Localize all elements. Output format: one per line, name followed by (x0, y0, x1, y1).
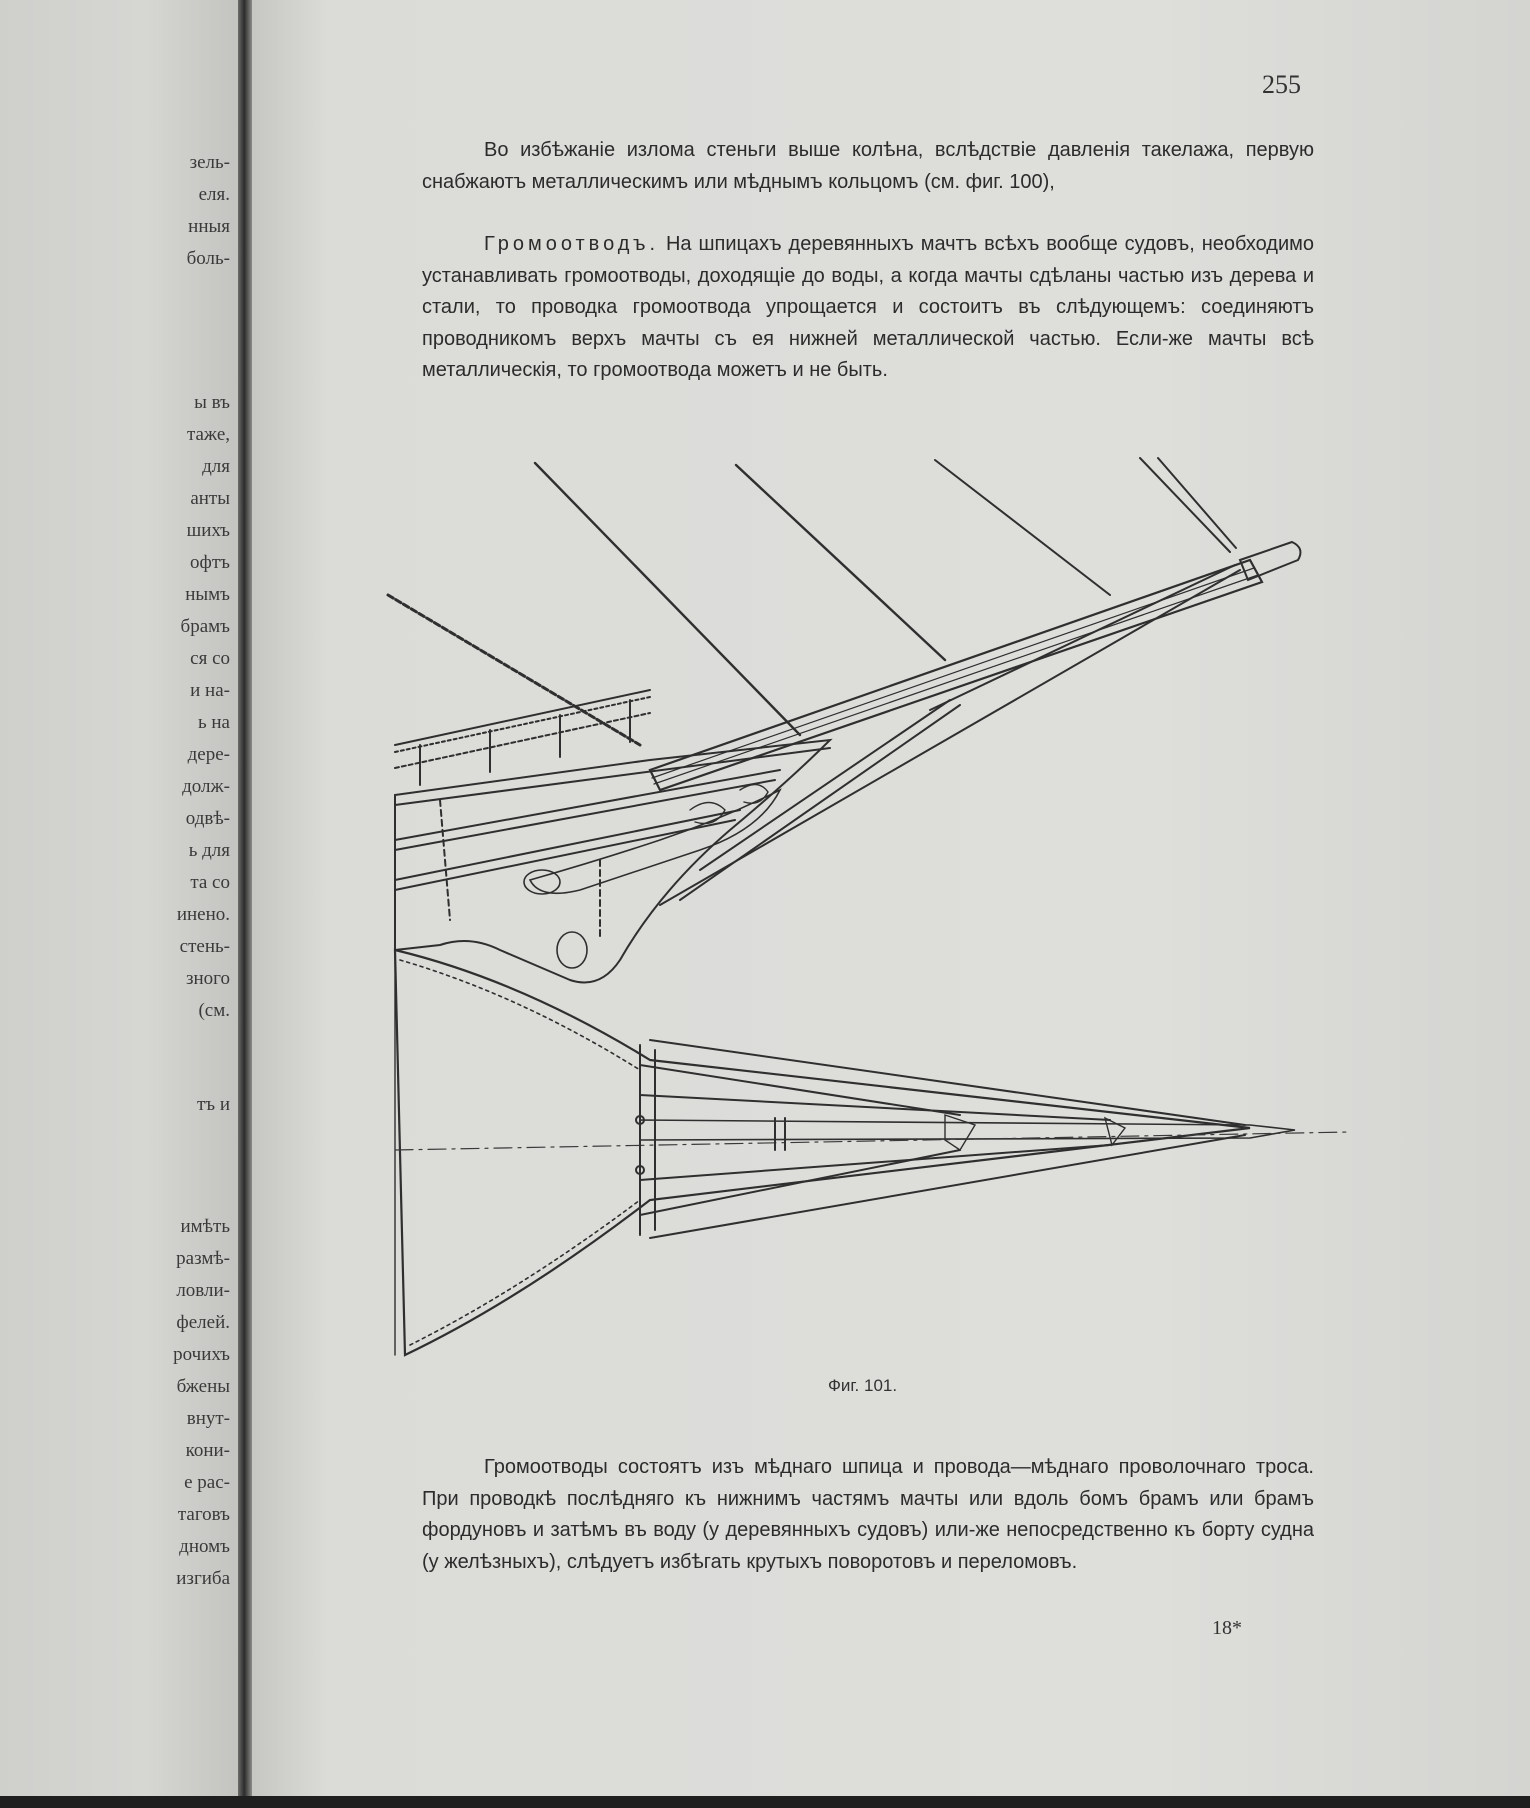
left-page-fragment: для (202, 456, 230, 477)
left-page-fragment: таговъ (177, 1504, 230, 1525)
left-page-fragment: е рас- (184, 1472, 230, 1493)
paragraph-conductor-routing (422, 1452, 1314, 1578)
left-page-fragment: (см. (198, 1000, 230, 1021)
left-page-fragment: та со (190, 872, 230, 893)
left-page-fragment: размѣ- (176, 1248, 230, 1269)
left-page-fragment: нныя (188, 216, 230, 237)
left-page-fragment: анты (190, 488, 230, 509)
paragraph-mast-ring-text: Во избѣжаніе излома стеньги выше колѣна, вслѣдствіе давленія такелажа, первую снабжаютъ металлическимъ или мѣднымъ кольцомъ (см. фиг. 100), (422, 139, 1314, 193)
left-page-fragment: одвѣ- (185, 808, 230, 829)
scan-bottom-edge (0, 1796, 1530, 1808)
left-page-fragment: ь для (188, 840, 230, 861)
left-page-fragment: ся со (190, 648, 230, 669)
left-page-fragment: внут- (186, 1408, 230, 1429)
left-page-fragment: бжены (176, 1376, 230, 1397)
left-page-fragment: ловли- (176, 1280, 230, 1301)
section-heading: Громоотводъ. (484, 233, 660, 255)
left-page-fragment: еля. (198, 184, 230, 205)
paragraph-conductor-routing-text: Громоотводы состоятъ изъ мѣднаго шпица и провода—мѣднаго проволочнаго троса. При проводкѣ послѣдняго къ нижнимъ частямъ мачты или вдоль бомъ брамъ или брамъ фордуновъ и затѣмъ въ воду (у деревянныхъ судовъ) или-же непосредственно къ борту судна (у желѣзныхъ), слѣдуетъ избѣгать крутыхъ поворотовъ и переломовъ. (422, 1456, 1314, 1573)
left-page-fragment: зного (186, 968, 230, 989)
left-page-fragment: брамъ (180, 616, 230, 637)
left-page-fragment: дномъ (179, 1536, 230, 1557)
left-page-fragment: инено. (176, 904, 230, 925)
left-page-fragment: дере- (187, 744, 230, 765)
plan-view-drawing (395, 950, 1350, 1355)
left-page-fragment: нымъ (185, 584, 230, 605)
left-page-fragment: долж- (182, 776, 230, 797)
left-page-fragment: фелей. (176, 1312, 230, 1333)
left-page-fragment: боль- (186, 248, 230, 269)
left-page-fragment: зель- (189, 152, 230, 173)
page-number: 255 (1262, 70, 1301, 99)
left-page-fragment: и на- (190, 680, 230, 701)
left-page-fragment: рочихъ (173, 1344, 230, 1365)
left-page-fragment: ь на (197, 712, 230, 733)
paragraph-lightning-rod-text: На шпицахъ деревянныхъ мачтъ всѣхъ вообще судовъ, необходимо устанавливать громоотводы, доходящіе до воды, а когда мачты сдѣланы частью изъ дерева и стали, то проводка громоотвода упрощается и состоитъ въ слѣдующемъ: соединяютъ проводникомъ верхъ мачты съ ея нижней металлической частью. Если-же мачты всѣ металлическія, то громоотвода можетъ и не быть. (422, 233, 1314, 381)
left-page-fragment: кони- (185, 1440, 230, 1461)
side-view-drawing (388, 458, 1300, 983)
left-page-fragment: офтъ (190, 552, 230, 573)
left-page-fragment: стень- (179, 936, 230, 957)
left-page-fragment: изгиба (176, 1568, 230, 1589)
printer-signature-mark: 18* (1212, 1617, 1242, 1639)
figure-caption: Фиг. 101. (828, 1376, 898, 1395)
left-page-fragment: шихъ (186, 520, 230, 541)
left-page-fragment: имѣть (180, 1216, 230, 1237)
left-page-fragment: тъ и (196, 1094, 230, 1115)
left-page-fragment: таже, (186, 424, 230, 445)
left-page-fragment: ы въ (194, 392, 230, 413)
